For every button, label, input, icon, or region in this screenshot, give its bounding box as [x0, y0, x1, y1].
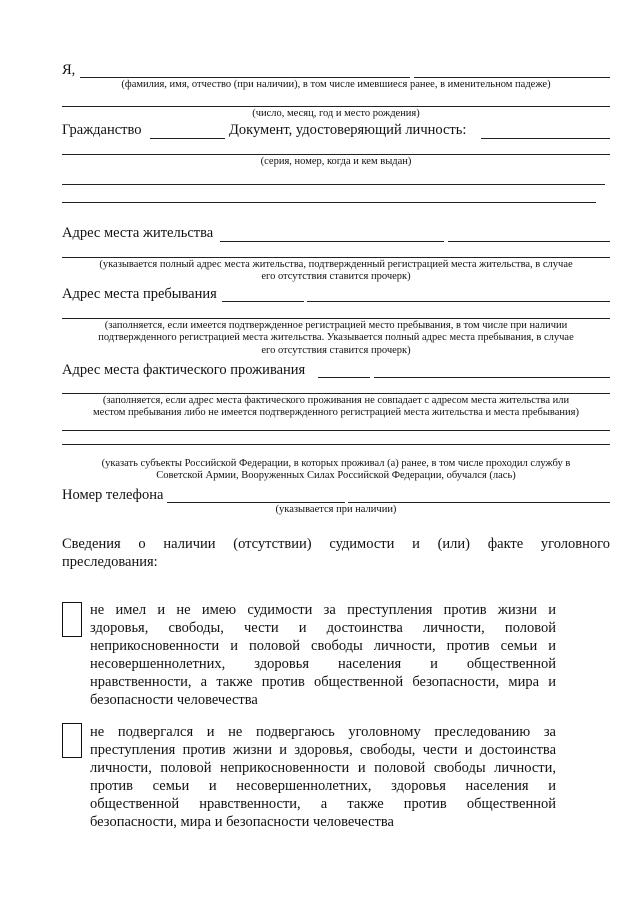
residence-field-line-2[interactable] [448, 241, 610, 242]
birth-caption: (число, месяц, год и место рождения) [252, 108, 420, 119]
stay-field-line-2[interactable] [307, 301, 610, 302]
residence-label: Адрес места жительства [62, 225, 214, 241]
checkbox-no-conviction[interactable] [62, 602, 82, 637]
name-prefix: Я, [62, 62, 76, 78]
option-no-prosecution-text: не подвергался и не подвергаюсь уголовному преследованию за преступления против жизни и здоровья, свободы, чести и достоинства личности, половой неприкосновенности и половой свободы личности, против семьи и несовершеннолетних, здоровья населения и общественной нравственности, а также против общественной безопасности, мира и безопасности человечества [90, 724, 556, 830]
actual-label: Адрес места фактического проживания [62, 362, 306, 378]
stay-label: Адрес места пребывания [62, 286, 217, 302]
regions-caption-2: Советской Армии, Вооруженных Силах Российской Федерации, обучался (лась) [156, 470, 516, 481]
actual-field-line-3[interactable] [62, 393, 610, 394]
residence-field-line[interactable] [220, 241, 444, 242]
criminal-heading: Сведения о наличии (отсутствии) судимости и (или) факте уголовного преследования: [62, 536, 610, 570]
residence-caption-1: (указывается полный адрес места жительства, подтвержденный регистрацией места жительства, в случае [99, 259, 573, 270]
phone-label: Номер телефона [62, 487, 164, 503]
checkbox-no-prosecution[interactable] [62, 723, 82, 758]
citizenship-field-line[interactable] [150, 138, 225, 139]
phone-field-line-2[interactable] [348, 502, 610, 503]
name-field-line-2[interactable] [414, 77, 610, 78]
stay-field-line[interactable] [222, 301, 304, 302]
blank-line-1[interactable] [62, 184, 605, 185]
citizenship-label: Гражданство [62, 122, 142, 138]
regions-caption-1: (указать субъекты Российской Федерации, в которых проживал (а) ранее, в том числе проходил службу в [101, 458, 571, 469]
phone-caption: (указывается при наличии) [275, 504, 397, 515]
option-no-conviction-text: не имел и не имею судимости за преступления против жизни и здоровья, свободы, чести и достоинства личности, половой неприкосновенности и половой свободы личности, против семьи и несовершеннолетних, здоровья населения и общественной нравственности, а также против общественной безопасности, мира и безопасности человечества [90, 602, 556, 708]
blank-line-2[interactable] [62, 202, 596, 203]
stay-caption-3: его отсутствия ставится прочерк) [261, 345, 411, 356]
stay-caption-1: (заполняется, если имеется подтвержденное регистрацией место пребывания, в том числе при наличии [104, 320, 568, 331]
name-caption: (фамилия, имя, отчество (при наличии), в том числе имевшиеся ранее, в именительном падеже) [121, 79, 551, 90]
phone-field-line[interactable] [167, 502, 345, 503]
stay-caption-2: подтвержденного регистрацией места жительства. Указывается полный адрес места пребывания, в случае [98, 332, 574, 343]
regions-line-2[interactable] [62, 444, 610, 445]
actual-field-line-2[interactable] [374, 377, 610, 378]
document-field-line[interactable] [481, 138, 610, 139]
actual-caption-1: (заполняется, если адрес места фактического проживания не совпадает с адресом места жительства или [102, 395, 570, 406]
birth-field-line[interactable] [62, 106, 610, 107]
residence-field-line-3[interactable] [62, 257, 610, 258]
name-field-line[interactable] [80, 77, 410, 78]
actual-caption-2: местом пребывания либо не имеется подтвержденного регистрацией места жительства и места пребывания) [93, 407, 579, 418]
actual-field-line[interactable] [318, 377, 370, 378]
stay-field-line-3[interactable] [62, 318, 610, 319]
document-label: Документ, удостоверяющий личность: [229, 122, 467, 138]
regions-line-1[interactable] [62, 430, 610, 431]
document-caption: (серия, номер, когда и кем выдан) [260, 156, 412, 167]
residence-caption-2: его отсутствия ставится прочерк) [261, 271, 411, 282]
document-details-line[interactable] [62, 154, 610, 155]
